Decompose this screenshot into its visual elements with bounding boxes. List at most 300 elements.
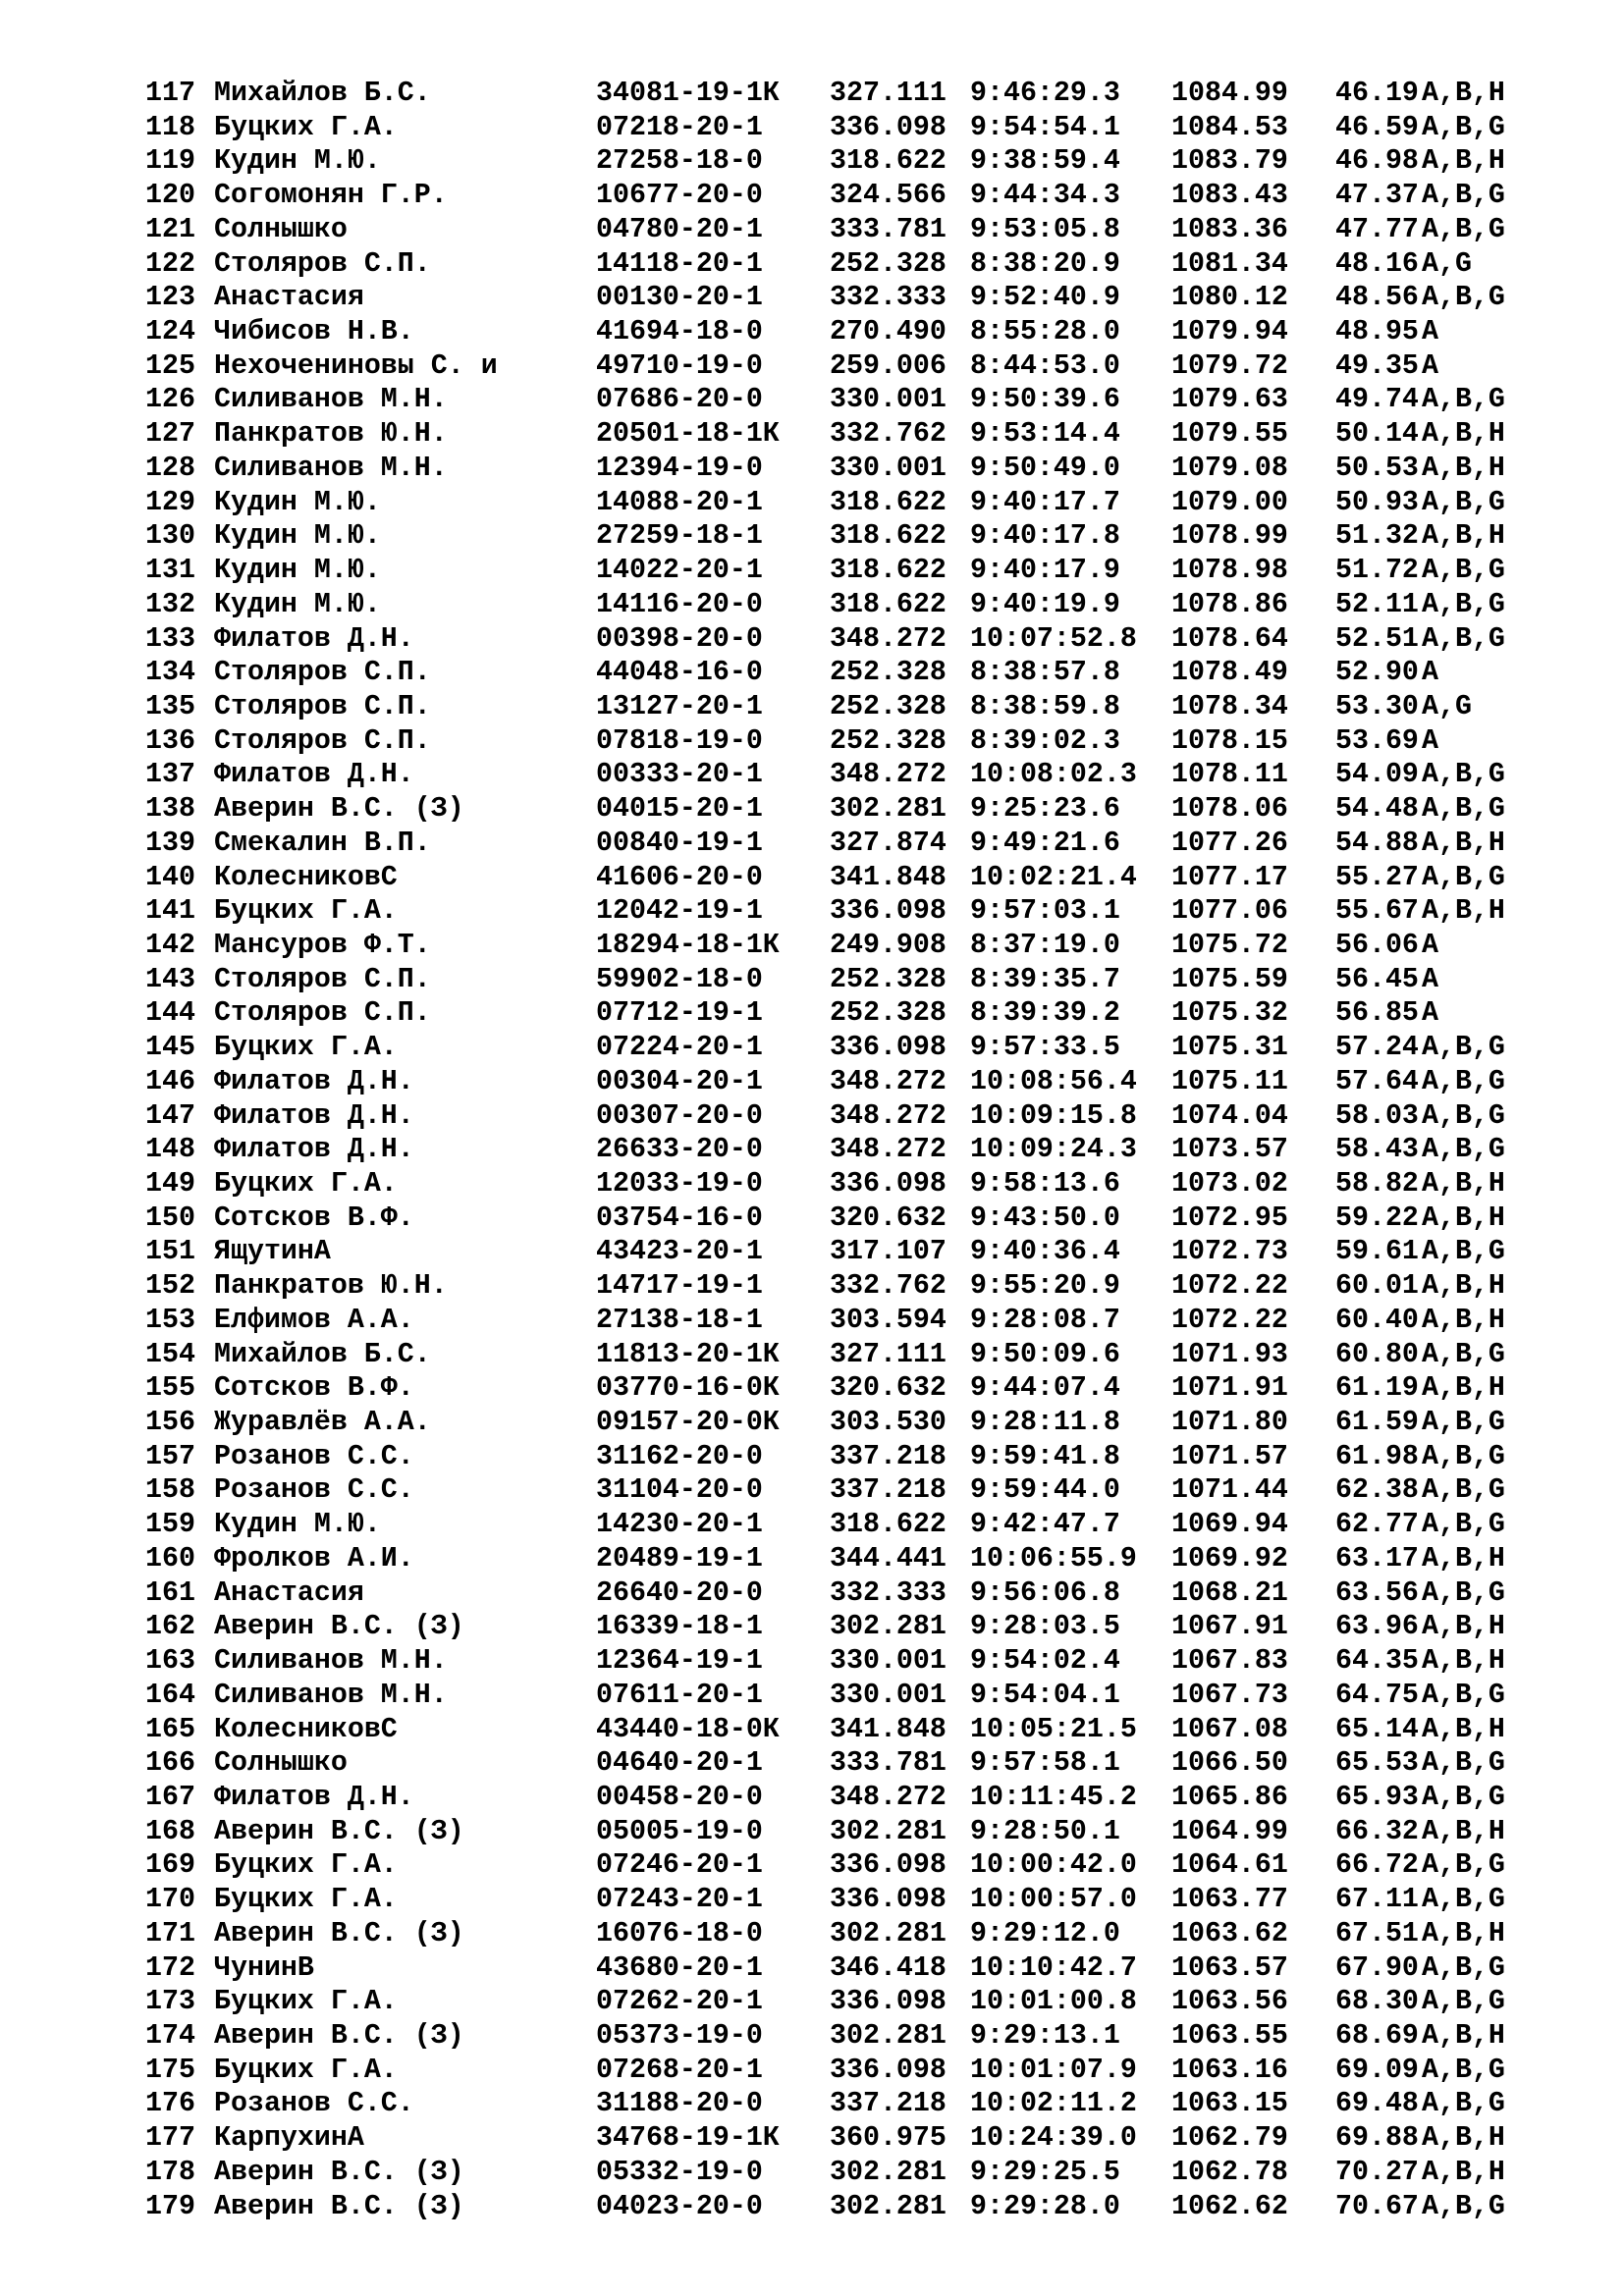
speed: 1083.79 <box>1171 145 1288 178</box>
categories: A,B,G <box>1422 555 1505 587</box>
coefficient: 48.16 <box>1335 247 1419 280</box>
ring-number: 43440-18-0К <box>596 1713 780 1745</box>
coefficient: 59.22 <box>1335 1201 1419 1234</box>
distance: 324.566 <box>830 180 947 212</box>
ring-number: 00304-20-1 <box>596 1065 763 1097</box>
distance: 252.328 <box>830 997 947 1030</box>
arrival-time: 9:57:58.1 <box>970 1747 1120 1780</box>
coefficient: 58.03 <box>1335 1099 1419 1132</box>
ring-number: 43680-20-1 <box>596 1951 763 1984</box>
ring-number: 34081-19-1К <box>596 78 780 109</box>
fancier-name: Столяров С.П. <box>214 247 431 280</box>
speed: 1071.91 <box>1171 1372 1288 1405</box>
ring-number: 00458-20-0 <box>596 1781 763 1813</box>
ring-number: 20489-19-1 <box>596 1542 763 1575</box>
distance: 333.781 <box>830 213 947 245</box>
categories: A,B,G <box>1422 588 1505 620</box>
fancier-name: Смекалин В.П. <box>214 827 431 859</box>
arrival-time: 8:39:39.2 <box>970 997 1120 1030</box>
coefficient: 58.43 <box>1335 1134 1419 1166</box>
fancier-name: Буцких Г.А. <box>214 1884 398 1916</box>
categories: A,B,G <box>1422 861 1505 893</box>
arrival-time: 9:29:25.5 <box>970 2156 1120 2188</box>
distance: 318.622 <box>830 588 947 620</box>
fancier-name: Панкратов Ю.Н. <box>214 418 448 451</box>
place-number: 163 <box>145 1645 195 1678</box>
place-number: 138 <box>145 793 195 826</box>
fancier-name: Силиванов М.Н. <box>214 1645 448 1678</box>
ring-number: 04780-20-1 <box>596 213 763 245</box>
ring-number: 14230-20-1 <box>596 1509 763 1541</box>
arrival-time: 9:50:49.0 <box>970 452 1120 484</box>
categories: A,B,H <box>1422 1372 1505 1405</box>
distance: 302.281 <box>830 1917 947 1949</box>
categories: A,B,G <box>1422 1747 1505 1780</box>
arrival-time: 10:10:42.7 <box>970 1951 1137 1984</box>
categories: A,B,H <box>1422 1168 1505 1200</box>
ring-number: 07224-20-1 <box>596 1032 763 1064</box>
speed: 1080.12 <box>1171 282 1288 314</box>
place-number: 164 <box>145 1679 195 1711</box>
distance: 318.622 <box>830 486 947 518</box>
distance: 337.218 <box>830 1474 947 1507</box>
fancier-name: Филатов Д.Н. <box>214 622 414 655</box>
coefficient: 54.09 <box>1335 759 1419 791</box>
coefficient: 54.48 <box>1335 793 1419 826</box>
fancier-name: Буцких Г.А. <box>214 1849 398 1882</box>
categories: A,B,H <box>1422 895 1505 928</box>
speed: 1071.44 <box>1171 1474 1288 1507</box>
ring-number: 26640-20-0 <box>596 1576 763 1609</box>
categories: A,B,G <box>1422 759 1505 791</box>
ring-number: 27259-18-1 <box>596 520 763 553</box>
fancier-name: Кудин М.Ю. <box>214 588 381 620</box>
arrival-time: 9:50:39.6 <box>970 384 1120 416</box>
speed: 1079.63 <box>1171 384 1288 416</box>
distance: 320.632 <box>830 1372 947 1405</box>
speed: 1081.34 <box>1171 247 1288 280</box>
coefficient: 61.19 <box>1335 1372 1419 1405</box>
categories: A,B,G <box>1422 486 1505 518</box>
arrival-time: 9:28:03.5 <box>970 1611 1120 1643</box>
distance: 302.281 <box>830 1815 947 1847</box>
speed: 1064.61 <box>1171 1849 1288 1882</box>
categories: A,B,G <box>1422 1440 1505 1472</box>
fancier-name: Филатов Д.Н. <box>214 759 414 791</box>
fancier-name: Сотсков В.Ф. <box>214 1372 414 1405</box>
place-number: 124 <box>145 316 195 348</box>
categories: A,B,H <box>1422 418 1505 451</box>
distance: 317.107 <box>830 1236 947 1268</box>
categories: A,B,G <box>1422 1065 1505 1097</box>
place-number: 126 <box>145 384 195 416</box>
arrival-time: 8:37:19.0 <box>970 929 1120 961</box>
place-number: 172 <box>145 1951 195 1984</box>
coefficient: 52.90 <box>1335 657 1419 689</box>
place-number: 127 <box>145 418 195 451</box>
fancier-name: Анастасия <box>214 1576 364 1609</box>
place-number: 150 <box>145 1201 195 1234</box>
arrival-time: 9:55:20.9 <box>970 1270 1120 1303</box>
distance: 327.111 <box>830 78 947 109</box>
place-number: 135 <box>145 690 195 722</box>
fancier-name: Столяров С.П. <box>214 997 431 1030</box>
distance: 302.281 <box>830 793 947 826</box>
arrival-time: 9:44:07.4 <box>970 1372 1120 1405</box>
arrival-time: 9:29:12.0 <box>970 1917 1120 1949</box>
fancier-name: Филатов Д.Н. <box>214 1781 414 1813</box>
place-number: 149 <box>145 1168 195 1200</box>
ring-number: 03754-16-0 <box>596 1201 763 1234</box>
coefficient: 65.14 <box>1335 1713 1419 1745</box>
place-number: 178 <box>145 2156 195 2188</box>
distance: 348.272 <box>830 1134 947 1166</box>
fancier-name: Аверин В.С. (З) <box>214 2190 464 2222</box>
distance: 302.281 <box>830 2190 947 2222</box>
speed: 1067.83 <box>1171 1645 1288 1678</box>
fancier-name: Фролков А.И. <box>214 1542 414 1575</box>
categories: A,B,G <box>1422 213 1505 245</box>
categories: A,B,H <box>1422 827 1505 859</box>
place-number: 177 <box>145 2122 195 2155</box>
speed: 1077.06 <box>1171 895 1288 928</box>
place-number: 137 <box>145 759 195 791</box>
speed: 1078.06 <box>1171 793 1288 826</box>
speed: 1063.55 <box>1171 2019 1288 2052</box>
place-number: 133 <box>145 622 195 655</box>
distance: 336.098 <box>830 1032 947 1064</box>
fancier-name: Панкратов Ю.Н. <box>214 1270 448 1303</box>
fancier-name: Михайлов Б.С. <box>214 78 431 109</box>
distance: 346.418 <box>830 1951 947 1984</box>
fancier-name: Кудин М.Ю. <box>214 486 381 518</box>
fancier-name: Аверин В.С. (З) <box>214 1815 464 1847</box>
fancier-name: Согомонян Г.Р. <box>214 180 448 212</box>
place-number: 121 <box>145 213 195 245</box>
coefficient: 66.72 <box>1335 1849 1419 1882</box>
fancier-name: Буцких Г.А. <box>214 895 398 928</box>
speed: 1078.15 <box>1171 724 1288 757</box>
categories: A,B,H <box>1422 1611 1505 1643</box>
coefficient: 51.72 <box>1335 555 1419 587</box>
arrival-time: 9:38:59.4 <box>970 145 1120 178</box>
arrival-time: 9:50:09.6 <box>970 1338 1120 1370</box>
arrival-time: 9:42:47.7 <box>970 1509 1120 1541</box>
coefficient: 47.77 <box>1335 213 1419 245</box>
arrival-time: 9:54:54.1 <box>970 111 1120 143</box>
speed: 1071.93 <box>1171 1338 1288 1370</box>
arrival-time: 9:28:08.7 <box>970 1304 1120 1336</box>
coefficient: 46.98 <box>1335 145 1419 178</box>
speed: 1075.32 <box>1171 997 1288 1030</box>
categories: A,B,G <box>1422 1407 1505 1439</box>
distance: 333.781 <box>830 1747 947 1780</box>
speed: 1069.94 <box>1171 1509 1288 1541</box>
speed: 1072.22 <box>1171 1270 1288 1303</box>
speed: 1072.22 <box>1171 1304 1288 1336</box>
fancier-name: Аверин В.С. (З) <box>214 1917 464 1949</box>
fancier-name: Филатов Д.Н. <box>214 1099 414 1132</box>
speed: 1066.50 <box>1171 1747 1288 1780</box>
arrival-time: 9:28:50.1 <box>970 1815 1120 1847</box>
distance: 341.848 <box>830 861 947 893</box>
fancier-name: ЯщутинА <box>214 1236 331 1268</box>
coefficient: 60.40 <box>1335 1304 1419 1336</box>
ring-number: 31104-20-0 <box>596 1474 763 1507</box>
fancier-name: Буцких Г.А. <box>214 1986 398 2018</box>
speed: 1071.80 <box>1171 1407 1288 1439</box>
ring-number: 11813-20-1К <box>596 1338 780 1370</box>
coefficient: 48.95 <box>1335 316 1419 348</box>
fancier-name: Аверин В.С. (З) <box>214 2156 464 2188</box>
categories: A,B,G <box>1422 384 1505 416</box>
coefficient: 55.27 <box>1335 861 1419 893</box>
ring-number: 14118-20-1 <box>596 247 763 280</box>
distance: 348.272 <box>830 1065 947 1097</box>
fancier-name: Розанов С.С. <box>214 2088 414 2120</box>
speed: 1075.31 <box>1171 1032 1288 1064</box>
coefficient: 68.69 <box>1335 2019 1419 2052</box>
ring-number: 43423-20-1 <box>596 1236 763 1268</box>
speed: 1078.49 <box>1171 657 1288 689</box>
place-number: 147 <box>145 1099 195 1132</box>
categories: A <box>1422 724 1438 757</box>
ring-number: 00398-20-0 <box>596 622 763 655</box>
arrival-time: 9:25:23.6 <box>970 793 1120 826</box>
coefficient: 46.59 <box>1335 111 1419 143</box>
place-number: 155 <box>145 1372 195 1405</box>
place-number: 152 <box>145 1270 195 1303</box>
arrival-time: 9:49:21.6 <box>970 827 1120 859</box>
arrival-time: 9:40:17.8 <box>970 520 1120 553</box>
coefficient: 64.75 <box>1335 1679 1419 1711</box>
speed: 1063.15 <box>1171 2088 1288 2120</box>
speed: 1084.53 <box>1171 111 1288 143</box>
speed: 1063.57 <box>1171 1951 1288 1984</box>
categories: A,B,H <box>1422 1917 1505 1949</box>
coefficient: 50.93 <box>1335 486 1419 518</box>
place-number: 129 <box>145 486 195 518</box>
speed: 1063.77 <box>1171 1884 1288 1916</box>
categories: A,B,G <box>1422 1099 1505 1132</box>
fancier-name: Силиванов М.Н. <box>214 384 448 416</box>
coefficient: 46.19 <box>1335 78 1419 109</box>
place-number: 119 <box>145 145 195 178</box>
coefficient: 67.51 <box>1335 1917 1419 1949</box>
distance: 327.874 <box>830 827 947 859</box>
ring-number: 07611-20-1 <box>596 1679 763 1711</box>
distance: 332.333 <box>830 1576 947 1609</box>
ring-number: 03770-16-0К <box>596 1372 780 1405</box>
place-number: 158 <box>145 1474 195 1507</box>
fancier-name: Столяров С.П. <box>214 724 431 757</box>
ring-number: 00333-20-1 <box>596 759 763 791</box>
categories: A,B,G <box>1422 793 1505 826</box>
coefficient: 62.77 <box>1335 1509 1419 1541</box>
coefficient: 70.67 <box>1335 2190 1419 2222</box>
arrival-time: 9:59:44.0 <box>970 1474 1120 1507</box>
categories: A,B,G <box>1422 2054 1505 2086</box>
speed: 1064.99 <box>1171 1815 1288 1847</box>
coefficient: 56.06 <box>1335 929 1419 961</box>
ring-number: 16339-18-1 <box>596 1611 763 1643</box>
fancier-name: Аверин В.С. (З) <box>214 2019 464 2052</box>
categories: A,B,H <box>1422 1304 1505 1336</box>
categories: A,B,G <box>1422 1134 1505 1166</box>
fancier-name: Столяров С.П. <box>214 963 431 995</box>
distance: 249.908 <box>830 929 947 961</box>
fancier-name: Кудин М.Ю. <box>214 555 381 587</box>
speed: 1072.73 <box>1171 1236 1288 1268</box>
fancier-name: Кудин М.Ю. <box>214 145 381 178</box>
coefficient: 56.85 <box>1335 997 1419 1030</box>
coefficient: 59.61 <box>1335 1236 1419 1268</box>
coefficient: 58.82 <box>1335 1168 1419 1200</box>
categories: A,B,H <box>1422 1645 1505 1678</box>
coefficient: 61.98 <box>1335 1440 1419 1472</box>
arrival-time: 10:02:21.4 <box>970 861 1137 893</box>
coefficient: 70.27 <box>1335 2156 1419 2188</box>
categories: A,B,G <box>1422 1032 1505 1064</box>
fancier-name: Столяров С.П. <box>214 657 431 689</box>
fancier-name: Аверин В.С. (З) <box>214 1611 464 1643</box>
arrival-time: 9:29:28.0 <box>970 2190 1120 2222</box>
arrival-time: 8:38:57.8 <box>970 657 1120 689</box>
coefficient: 50.14 <box>1335 418 1419 451</box>
distance: 302.281 <box>830 2156 947 2188</box>
categories: A,B,H <box>1422 520 1505 553</box>
coefficient: 60.80 <box>1335 1338 1419 1370</box>
categories: A,B,G <box>1422 1849 1505 1882</box>
fancier-name: Столяров С.П. <box>214 690 431 722</box>
coefficient: 67.90 <box>1335 1951 1419 1984</box>
categories: A,B,G <box>1422 622 1505 655</box>
place-number: 159 <box>145 1509 195 1541</box>
arrival-time: 9:52:40.9 <box>970 282 1120 314</box>
ring-number: 12033-19-0 <box>596 1168 763 1200</box>
place-number: 136 <box>145 724 195 757</box>
coefficient: 69.09 <box>1335 2054 1419 2086</box>
categories: A,B,H <box>1422 1713 1505 1745</box>
ring-number: 00130-20-1 <box>596 282 763 314</box>
arrival-time: 10:08:02.3 <box>970 759 1137 791</box>
coefficient: 48.56 <box>1335 282 1419 314</box>
categories: A,B,G <box>1422 1951 1505 1984</box>
distance: 303.594 <box>830 1304 947 1336</box>
ring-number: 44048-16-0 <box>596 657 763 689</box>
place-number: 156 <box>145 1407 195 1439</box>
speed: 1077.17 <box>1171 861 1288 893</box>
arrival-time: 8:38:20.9 <box>970 247 1120 280</box>
coefficient: 56.45 <box>1335 963 1419 995</box>
arrival-time: 10:01:07.9 <box>970 2054 1137 2086</box>
categories: A,B,H <box>1422 1201 1505 1234</box>
arrival-time: 9:40:17.9 <box>970 555 1120 587</box>
ring-number: 27258-18-0 <box>596 145 763 178</box>
place-number: 174 <box>145 2019 195 2052</box>
speed: 1084.99 <box>1171 78 1288 109</box>
speed: 1067.91 <box>1171 1611 1288 1643</box>
arrival-time: 10:06:55.9 <box>970 1542 1137 1575</box>
arrival-time: 9:58:13.6 <box>970 1168 1120 1200</box>
speed: 1067.08 <box>1171 1713 1288 1745</box>
categories: A,B,G <box>1422 1679 1505 1711</box>
ring-number: 12364-19-1 <box>596 1645 763 1678</box>
speed: 1078.86 <box>1171 588 1288 620</box>
ring-number: 07818-19-0 <box>596 724 763 757</box>
distance: 252.328 <box>830 963 947 995</box>
categories: A,G <box>1422 247 1472 280</box>
fancier-name: Михайлов Б.С. <box>214 1338 431 1370</box>
arrival-time: 10:09:15.8 <box>970 1099 1137 1132</box>
categories: A,B,H <box>1422 2122 1505 2155</box>
ring-number: 07246-20-1 <box>596 1849 763 1882</box>
place-number: 143 <box>145 963 195 995</box>
coefficient: 47.37 <box>1335 180 1419 212</box>
speed: 1079.08 <box>1171 452 1288 484</box>
place-number: 161 <box>145 1576 195 1609</box>
categories: A <box>1422 316 1438 348</box>
arrival-time: 8:38:59.8 <box>970 690 1120 722</box>
speed: 1063.16 <box>1171 2054 1288 2086</box>
fancier-name: Сотсков В.Ф. <box>214 1201 414 1234</box>
arrival-time: 9:44:34.3 <box>970 180 1120 212</box>
distance: 318.622 <box>830 145 947 178</box>
arrival-time: 10:07:52.8 <box>970 622 1137 655</box>
ring-number: 31188-20-0 <box>596 2088 763 2120</box>
place-number: 117 <box>145 78 195 109</box>
fancier-name: Солнышко <box>214 1747 348 1780</box>
categories: A,B,G <box>1422 1474 1505 1507</box>
fancier-name: Филатов Д.Н. <box>214 1134 414 1166</box>
categories: A,B,G <box>1422 1986 1505 2018</box>
distance: 302.281 <box>830 2019 947 2052</box>
arrival-time: 9:57:33.5 <box>970 1032 1120 1064</box>
coefficient: 57.64 <box>1335 1065 1419 1097</box>
speed: 1062.62 <box>1171 2190 1288 2222</box>
coefficient: 54.88 <box>1335 827 1419 859</box>
place-number: 145 <box>145 1032 195 1064</box>
place-number: 170 <box>145 1884 195 1916</box>
speed: 1083.43 <box>1171 180 1288 212</box>
speed: 1079.94 <box>1171 316 1288 348</box>
speed: 1075.72 <box>1171 929 1288 961</box>
fancier-name: Розанов С.С. <box>214 1440 414 1472</box>
arrival-time: 10:05:21.5 <box>970 1713 1137 1745</box>
coefficient: 61.59 <box>1335 1407 1419 1439</box>
ring-number: 07712-19-1 <box>596 997 763 1030</box>
coefficient: 65.93 <box>1335 1781 1419 1813</box>
coefficient: 63.56 <box>1335 1576 1419 1609</box>
speed: 1062.78 <box>1171 2156 1288 2188</box>
categories: A,B,G <box>1422 1338 1505 1370</box>
ring-number: 04640-20-1 <box>596 1747 763 1780</box>
fancier-name: Буцких Г.А. <box>214 1168 398 1200</box>
fancier-name: Нехочениновы С. и <box>214 349 498 382</box>
ring-number: 00307-20-0 <box>596 1099 763 1132</box>
ring-number: 12042-19-1 <box>596 895 763 928</box>
speed: 1078.64 <box>1171 622 1288 655</box>
arrival-time: 10:00:57.0 <box>970 1884 1137 1916</box>
place-number: 179 <box>145 2190 195 2222</box>
arrival-time: 10:00:42.0 <box>970 1849 1137 1882</box>
arrival-time: 9:40:19.9 <box>970 588 1120 620</box>
distance: 259.006 <box>830 349 947 382</box>
place-number: 166 <box>145 1747 195 1780</box>
ring-number: 49710-19-0 <box>596 349 763 382</box>
place-number: 130 <box>145 520 195 553</box>
categories: A,B,H <box>1422 452 1505 484</box>
